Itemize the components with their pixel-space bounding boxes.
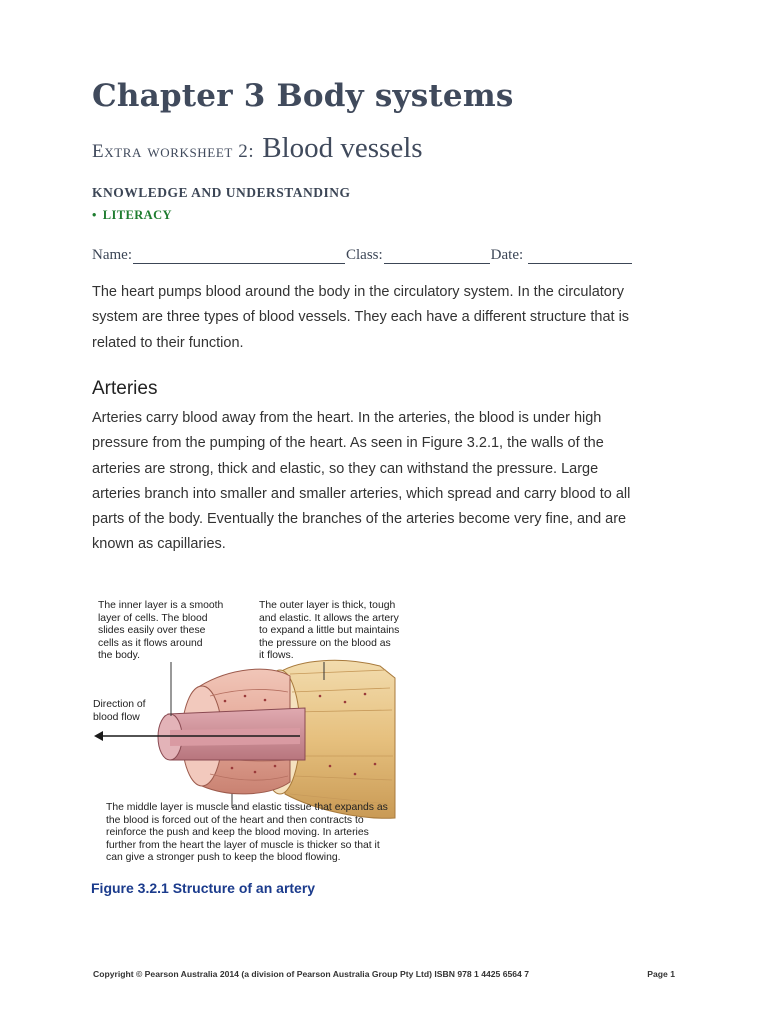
label-line: it flows.: [259, 650, 294, 661]
worksheet-prefix: Extra worksheet 2:: [92, 141, 255, 162]
text-line: system are three types of blood vessels. They each have a different structure that is: [92, 309, 630, 326]
arteries-paragraph: [92, 406, 682, 558]
text-line: parts of the body. Eventually the branches of the arteries become very fine, and are: [92, 511, 627, 528]
section-heading-knowledge: KNOWLEDGE AND UNDERSTANDING: [92, 185, 351, 200]
label-line: can give a stronger push to keep the blood flowing.: [106, 852, 341, 863]
direction-label: [93, 699, 173, 724]
text-line: arteries are strong, thick and elastic, so they can withstand the pressure. Large: [92, 460, 599, 477]
label-line: reinforce the push and keep the blood moving. In arteries: [106, 827, 369, 838]
text-line: arteries branch into smaller and smaller arteries, which spread and carry blood to all: [92, 485, 631, 502]
text-line: related to their function.: [92, 334, 244, 351]
copyright-text: Copyright © Pearson Australia 2014 (a division of Pearson Australia Group Pty Ltd) ISBN 978 1 4425 6564 7: [93, 969, 530, 979]
name-label: Name:: [92, 247, 132, 263]
text-line: known as capillaries.: [92, 536, 226, 553]
figure-caption: Figure 3.2.1 Structure of an artery: [91, 880, 316, 896]
text-line: Arteries carry blood away from the heart. In the arteries, the blood is under high: [92, 410, 602, 426]
worksheet-title: [92, 132, 423, 165]
label-line: the pressure on the blood as: [259, 637, 391, 649]
label-line: further from the heart the layer of muscle is thicker so that it: [106, 839, 380, 851]
label-line: blood flow: [93, 711, 140, 723]
date-field[interactable]: [528, 249, 632, 264]
label-line: the blood is forced out of the heart and then contracts to: [106, 814, 364, 826]
label-line: layer of cells. The blood: [98, 612, 208, 624]
arrow-head: [94, 731, 103, 741]
label-line: and elastic. It allows the artery: [259, 612, 399, 624]
page-footer: [93, 969, 675, 979]
text-line: pressure from the pumping of the heart. As seen in Figure 3.2.1, the walls of the: [92, 435, 604, 452]
arteries-heading: Arteries: [92, 378, 158, 399]
outer-layer-label: [259, 600, 419, 663]
name-field[interactable]: [133, 249, 345, 264]
worksheet-topic: Blood vessels: [262, 132, 423, 164]
label-line: to expand a little but maintains: [259, 625, 400, 636]
literacy-label: LITERACY: [102, 208, 172, 222]
inner-layer-label: [98, 600, 248, 663]
label-line: The outer layer is thick, tough: [259, 600, 396, 611]
date-label: Date:: [490, 247, 524, 263]
chapter-title: Chapter 3 Body systems: [92, 78, 514, 114]
label-line: The inner layer is a smooth: [98, 600, 224, 611]
lumen: [170, 728, 300, 746]
student-details-row: [92, 244, 652, 264]
class-label: Class:: [345, 247, 383, 263]
label-line: cells as it flows around: [98, 637, 203, 649]
class-field[interactable]: [384, 249, 490, 264]
literacy-bullet: •: [92, 208, 97, 222]
page-number: Page 1: [647, 969, 675, 979]
artery-figure: [90, 596, 420, 868]
label-line: Direction of: [93, 699, 146, 710]
text-line: The heart pumps blood around the body in the circulatory system. In the circulatory: [92, 284, 624, 300]
middle-layer-label: [106, 802, 420, 865]
label-line: slides easily over these: [98, 625, 206, 636]
label-line: the body.: [98, 650, 140, 661]
intro-paragraph: [92, 280, 682, 356]
label-line: The middle layer is muscle and elastic tissue that expands as: [106, 802, 388, 813]
literacy-tag: [92, 208, 172, 223]
